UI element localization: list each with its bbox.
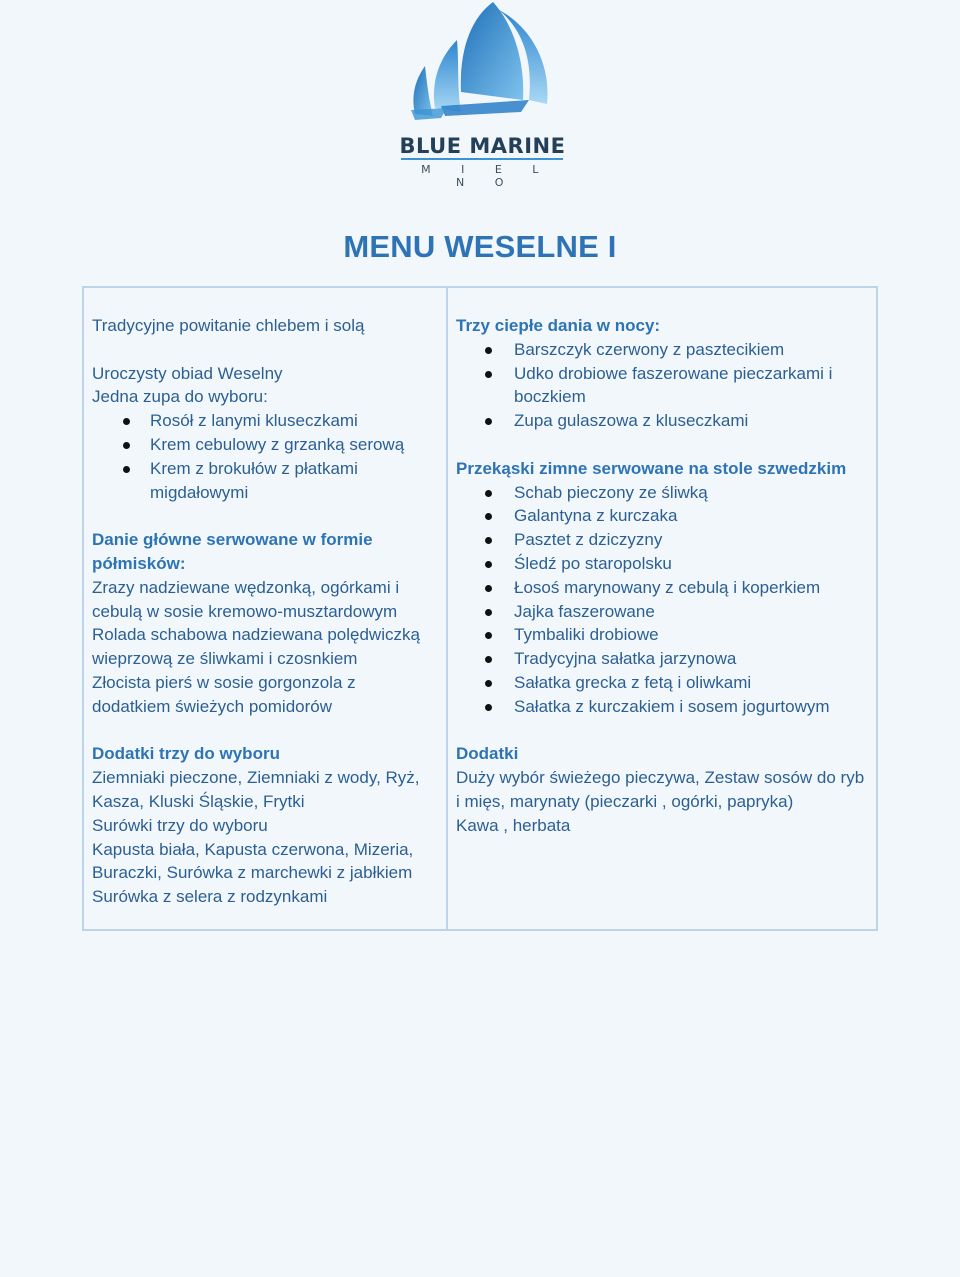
list-item: Sałatka grecka z fetą i oliwkami xyxy=(456,671,868,695)
list-item: Krem z brokułów z płatkami migdałowymi xyxy=(92,457,438,505)
sail-logo-icon xyxy=(401,0,566,125)
brand-divider xyxy=(401,158,563,160)
main-course-item: Zrazy nadziewane wędzonką, ogórkami i cebulą w sosie kremowo-musztardowym xyxy=(92,577,400,621)
night-dishes-heading: Trzy ciepłe dania w nocy: xyxy=(456,316,661,335)
extras-text: Duży wybór świeżego pieczywa, Zestaw sosów do ryb i mięs, marynaty (pieczarki , ogórki, papryka) xyxy=(456,768,865,811)
drinks-text: Kawa , herbata xyxy=(456,815,571,835)
list-item: Tradycyjna sałatka jarzynowa xyxy=(456,647,868,671)
main-course-item: Rolada schabowa nadziewana polędwiczką wieprzową ze śliwkami i czosnkiem xyxy=(92,625,420,669)
blue-marine-logo xyxy=(395,0,570,189)
main-course-item: Złocista pierś w sosie gorgonzola z dodatkiem świeżych pomidorów xyxy=(92,672,356,716)
list-item: Udko drobiowe faszerowane pieczarkami i boczkiem xyxy=(456,362,868,410)
list-item: Pasztet z dziczyzny xyxy=(456,528,868,552)
cold-appetizers-heading: Przekąski zimne serwowane na stole szwedzkim xyxy=(456,458,847,478)
list-item: Krem cebulowy z grzanką serową xyxy=(92,433,438,457)
menu-column-left xyxy=(84,288,448,929)
menu-table xyxy=(82,286,878,931)
lunch-title: Uroczysty obiad Weselny xyxy=(92,363,283,383)
list-item: Jajka faszerowane xyxy=(456,600,868,624)
list-item: Schab pieczony ze śliwką xyxy=(456,481,868,505)
salads-extra: Surówka z selera z rodzynkami xyxy=(92,887,328,907)
salads-label: Surówki trzy do wyboru xyxy=(92,815,268,835)
sides-text: Ziemniaki pieczone, Ziemniaki z wody, Ryż, Kasza, Kluski Śląskie, Frytki xyxy=(92,768,420,811)
menu-column-right xyxy=(448,288,876,929)
list-item: Tymbaliki drobiowe xyxy=(456,623,868,647)
list-item: Zupa gulaszowa z kluseczkami xyxy=(456,409,868,433)
list-item: Łosoś marynowany z cebulą i koperkiem xyxy=(456,576,868,600)
brand-name: BLUE MARINE xyxy=(399,134,566,158)
soup-label: Jedna zupa do wyboru: xyxy=(92,387,268,407)
soup-list xyxy=(92,409,438,504)
cold-appetizers-list xyxy=(456,481,868,719)
page-title: MENU WESELNE I xyxy=(343,229,617,264)
list-item: Sałatka z kurczakiem i sosem jogurtowym xyxy=(456,695,868,719)
list-item: Śledź po staropolsku xyxy=(456,552,868,576)
salads-text: Kapusta biała, Kapusta czerwona, Mizeria, Buraczki, Surówka z marchewki z jabłkiem xyxy=(92,839,414,883)
main-course-heading: Danie główne serwowane w formie półmisków: xyxy=(92,530,373,573)
brand-location: M I E L N O xyxy=(421,163,552,189)
list-item: Galantyna z kurczaka xyxy=(456,504,868,528)
list-item: Rosół z lanymi kluseczkami xyxy=(92,409,438,433)
list-item: Barszczyk czerwony z pasztecikiem xyxy=(456,338,868,362)
sides-heading: Dodatki trzy do wyboru xyxy=(92,744,280,764)
extras-heading: Dodatki xyxy=(456,744,519,764)
greeting-text: Tradycyjne powitanie chlebem i solą xyxy=(92,316,365,335)
night-dishes-list xyxy=(456,338,868,433)
